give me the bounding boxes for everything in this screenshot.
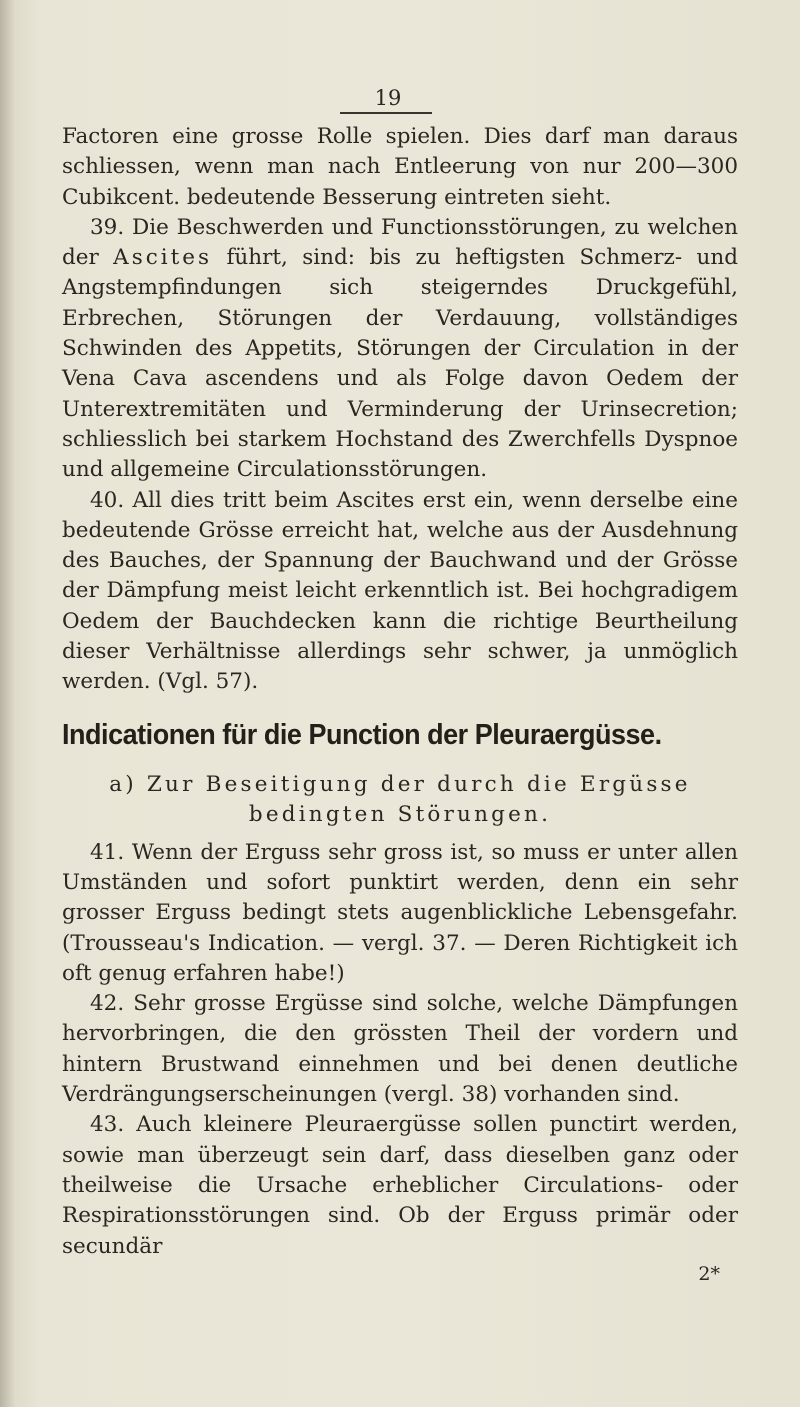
paragraph-40: 40. All dies tritt beim Ascites erst ein, wenn derselbe eine bedeutende Grösse erreicht hat, welche aus der Ausdehnung des Bauches, der Spannung der Bauchwand und der Grösse der Dämpfung meist leicht erkenntlich ist. Bei hochgradigem Oedem der Bauchdecken kann die richtige Beurtheilung dieser Verhältnisse allerdings sehr schwer, ja unmöglich werden. (Vgl. 57). xyxy=(62,487,738,695)
paragraph-43: 43. Auch kleinere Pleuraergüsse sollen punctirt werden, sowie man überzeugt sein darf, dass dieselben ganz oder theilweise die Ursache erheblicher Circulations- oder Respirationsstörungen sind. Ob der Erguss primär oder secundär xyxy=(62,1112,738,1259)
paragraph-41: 41. Wenn der Erguss sehr gross ist, so muss er unter allen Umständen und sofort punktirt werden, denn ein sehr grosser Erguss bedingt stets augenblickliche Lebensgefahr. (Trousseau's Indication. — vergl. 37. — Deren Richtigkeit ich oft genug erfahren habe!) xyxy=(62,839,738,986)
signature-mark: 2* xyxy=(698,1262,720,1285)
term-ascites: Ascites xyxy=(113,245,213,271)
paragraph-39-rest: führt, sind: bis zu heftigsten Schmerz- und Angstempfindungen sich steigerndes Druckgefühl, Erbrechen, Störungen der Verdauung, vollständiges Schwinden des Appetits, Störungen der Circulation in der Vena Cava ascendens und als Folge davon Oedem der Unterextremitäten und Verminderung der Urinsecretion; schliesslich bei starkem Hochstand des Zwerchfells Dyspnoe und allgemeine Circulationsstörungen. xyxy=(62,245,738,483)
paragraph-39 xyxy=(62,213,738,486)
subheading-prefix: a) xyxy=(109,771,147,797)
paragraph-42: 42. Sehr grosse Ergüsse sind solche, welche Dämpfungen hervorbringen, die den grössten Theil der vordern und hintern Brustwand einnehmen und bei denen deutliche Verdrängungserscheinungen (vergl. 38) vorhanden sind. xyxy=(62,991,738,1108)
page-edge-shadow xyxy=(0,0,14,1407)
section-heading: Indicationen für die Punction der Pleuraergüsse. xyxy=(62,718,662,751)
page-number-rule xyxy=(340,112,432,114)
subheading-text: Zur Beseitigung der durch die Ergüsse bedingten Störungen. xyxy=(146,771,691,827)
page-number: 19 xyxy=(374,86,402,110)
paragraph-intro: Factoren eine grosse Rolle spielen. Dies darf man daraus schliessen, wenn man nach Entleerung von nur 200—300 Cubikcent. bedeutende Besserung eintreten sieht. xyxy=(62,124,738,210)
subheading xyxy=(62,770,738,830)
paragraph-39-start: 39. Die Beschwerden und Functionsstörungen, zu welchen der xyxy=(62,214,738,271)
body-text xyxy=(62,122,738,1286)
